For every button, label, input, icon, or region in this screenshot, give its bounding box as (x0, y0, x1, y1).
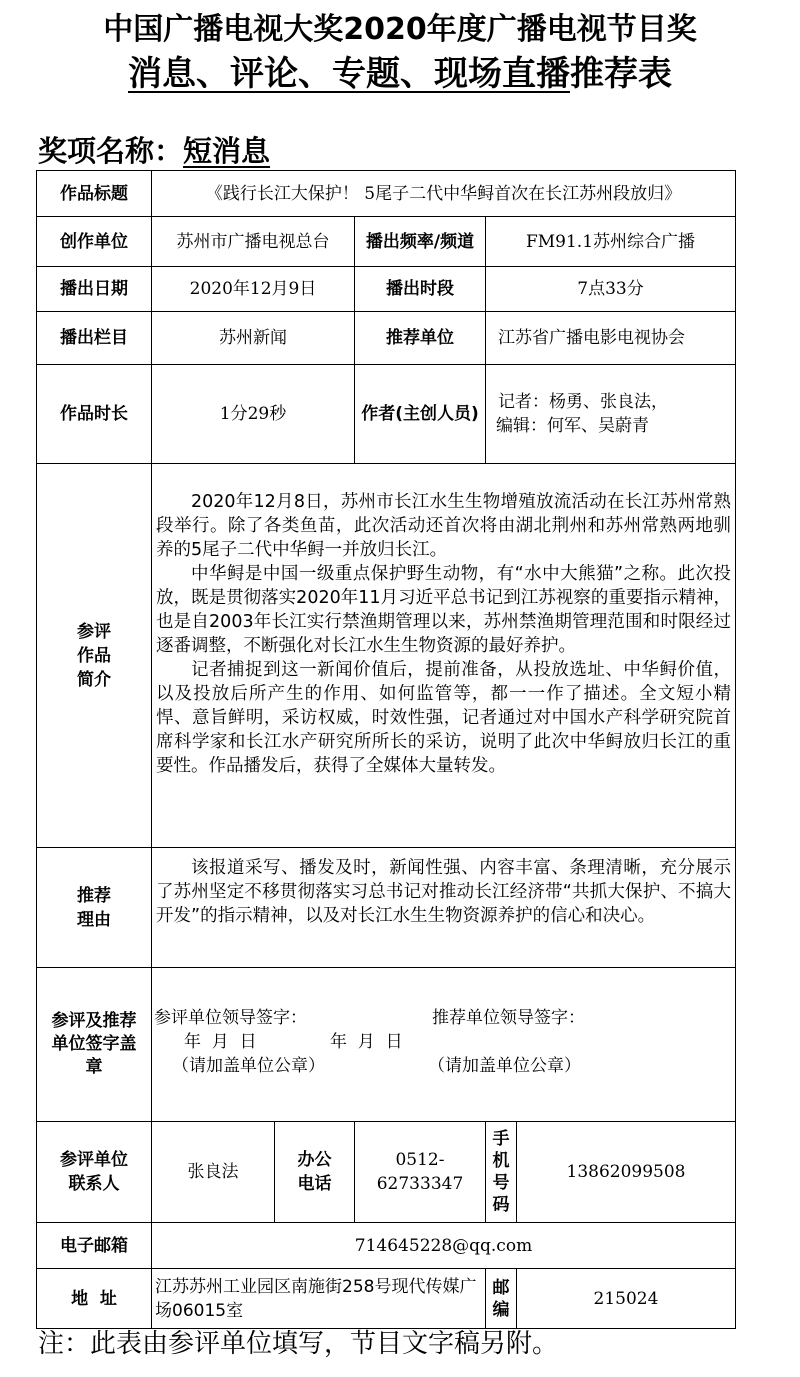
recommender-label: 推荐单位 (355, 312, 486, 365)
office-phone-label-line1: 办公 (297, 1150, 332, 1170)
row-unit (37, 217, 736, 267)
office-phone-value-line2: 62733347 (376, 1174, 464, 1194)
sign-date-left: 年 月 日 (184, 1032, 257, 1052)
signature-area[interactable] (152, 968, 736, 1122)
recommendation-form-table (36, 170, 736, 1329)
form-title-suffix: 推荐表 (570, 54, 672, 94)
footer-note: 注：此表由参评单位填写，节目文字稿另附。 (38, 1329, 559, 1359)
row-reason (37, 848, 736, 968)
title-value: 《践行长江大保护！ 5尾子二代中华鲟首次在长江苏州段放归》 (152, 171, 736, 217)
duration-label: 作品时长 (37, 365, 152, 464)
title-label: 作品标题 (37, 171, 152, 217)
postcode-label-char1: 邮 (492, 1277, 510, 1298)
office-phone-value (355, 1122, 486, 1223)
row-intro (37, 464, 736, 848)
row-contact (37, 1122, 736, 1223)
mobile-label (486, 1122, 517, 1223)
row-address (37, 1269, 736, 1329)
reason-text-cell (152, 848, 736, 968)
form-title-line1: 中国广播电视大奖2020年度广播电视节目奖 (103, 12, 697, 47)
postcode-label-char2: 编 (492, 1299, 510, 1320)
signature-stamps (154, 1054, 731, 1078)
contact-value: 张良法 (152, 1122, 275, 1223)
sign-stamp-left: （请加盖单位公章） (172, 1056, 325, 1076)
award-name (38, 132, 270, 170)
unit-value: 苏州市广播电视总台 (152, 217, 355, 267)
signature-label (37, 968, 152, 1122)
column-value: 苏州新闻 (152, 312, 355, 365)
freq-value: FM91.1苏州综合广播 (486, 217, 736, 267)
signature-label-line3: 章 (85, 1057, 103, 1077)
intro-label (37, 464, 152, 848)
signature-label-line2: 单位签字盖 (51, 1034, 137, 1054)
intro-paragraph-2: 中华鲟是中国一级重点保护野生动物，有“水中大熊猫”之称。此次投放，既是贯彻落实2020年11月习近平总书记到江苏视察的重要指示精神，也是自2003年长江实行禁渔期管理以来，苏州禁渔期管理范围和时限经过逐番调整，不断强化对长江水生生物资源的最好养护。 (156, 564, 731, 656)
author-value (486, 365, 736, 464)
mobile-label-char2: 机 (492, 1151, 510, 1171)
row-title (37, 171, 736, 217)
intro-label-line2: 作品 (77, 645, 111, 666)
reason-label-line1: 推荐 (77, 885, 111, 906)
author-reporters: 记者：杨勇、张良法， (498, 392, 668, 412)
row-email (37, 1223, 736, 1269)
intro-label-line1: 参评 (77, 621, 111, 642)
freq-label: 播出频率/频道 (355, 217, 486, 267)
author-label: 作者(主创人员) (355, 365, 486, 464)
column-label: 播出栏目 (37, 312, 152, 365)
contact-label-line1: 参评单位 (60, 1150, 128, 1170)
sign-date-right: 年 月 日 (330, 1032, 403, 1052)
award-name-label: 奖项名称： (38, 134, 184, 168)
contact-label (37, 1122, 152, 1223)
slot-value: 7点33分 (486, 267, 736, 312)
row-date (37, 267, 736, 312)
date-label: 播出日期 (37, 267, 152, 312)
signature-dates (154, 1030, 731, 1054)
mobile-label-char3: 号 (492, 1173, 510, 1193)
intro-paragraph-3: 记者捕捉到这一新闻价值后，提前准备，从投放选址、中华鲟价值，以及投放后所产生的作用、如何监管等，都一一作了描述。全文短小精悍、意旨鲜明，采访权威，时效性强，记者通过对中国水产科学研究院首席科学家和长江水产研究所所长的采访，说明了此次中华鲟放归长江的重要性。作品播发后，获得了全媒体大量转发。 (156, 660, 731, 776)
form-title-line2 (0, 52, 800, 96)
mobile-value: 13862099508 (517, 1122, 736, 1223)
office-phone-label-line2: 电话 (297, 1174, 332, 1194)
address-label: 地 址 (37, 1269, 152, 1329)
unit-label: 创作单位 (37, 217, 152, 267)
row-column (37, 312, 736, 365)
sign-stamp-right: （请加盖单位公章） (428, 1056, 581, 1076)
mobile-label-char1: 手 (492, 1129, 510, 1149)
signature-label-line1: 参评及推荐 (51, 1011, 137, 1031)
intro-text (152, 464, 736, 848)
award-name-value: 短消息 (183, 134, 271, 168)
intro-paragraph-1: 2020年12月8日，苏州市长江水生生物增殖放流活动在长江苏州常熟段举行。除了各类鱼苗，此次活动还首次将由湖北荆州和苏州常熟两地驯养的5尾子二代中华鲟一并放归长江。 (156, 492, 731, 560)
recommender-value: 江苏省广播电影电视协会 (486, 312, 736, 365)
sign-right-title: 推荐单位领导签字： (432, 1008, 585, 1028)
intro-label-line3: 简介 (77, 669, 111, 690)
duration-value: 1分29秒 (152, 365, 355, 464)
row-duration (37, 365, 736, 464)
date-value: 2020年12月9日 (152, 267, 355, 312)
author-editors: 编辑：何军、吴蔚青 (496, 416, 649, 436)
slot-label: 播出时段 (355, 267, 486, 312)
sign-left-title: 参评单位领导签字： (154, 1008, 307, 1028)
reason-text: 该报道采写、播发及时，新闻性强、内容丰富、条理清晰，充分展示了苏州坚定不移贯彻落实习总书记对推动长江经济带“共抓大保护、不搞大开发”的指示精神，以及对长江水生生物资源养护的信心和决心。 (156, 858, 731, 926)
signature-titles (154, 1006, 731, 1030)
office-phone-label (275, 1122, 355, 1223)
email-value: 714645228@qq.com (152, 1223, 736, 1269)
reason-label (37, 848, 152, 968)
row-signature (37, 968, 736, 1122)
postcode-label (486, 1269, 517, 1329)
mobile-label-char4: 码 (492, 1195, 510, 1215)
form-title-categories: 消息、评论、专题、现场直播 (128, 54, 570, 94)
postcode-value: 215024 (517, 1269, 736, 1329)
contact-label-line2: 联系人 (68, 1174, 120, 1194)
email-label: 电子邮箱 (37, 1223, 152, 1269)
office-phone-value-line1: 0512- (395, 1150, 445, 1170)
reason-label-line2: 理由 (77, 909, 111, 930)
address-value: 江苏苏州工业园区南施街258号现代传媒广场06015室 (152, 1269, 486, 1329)
